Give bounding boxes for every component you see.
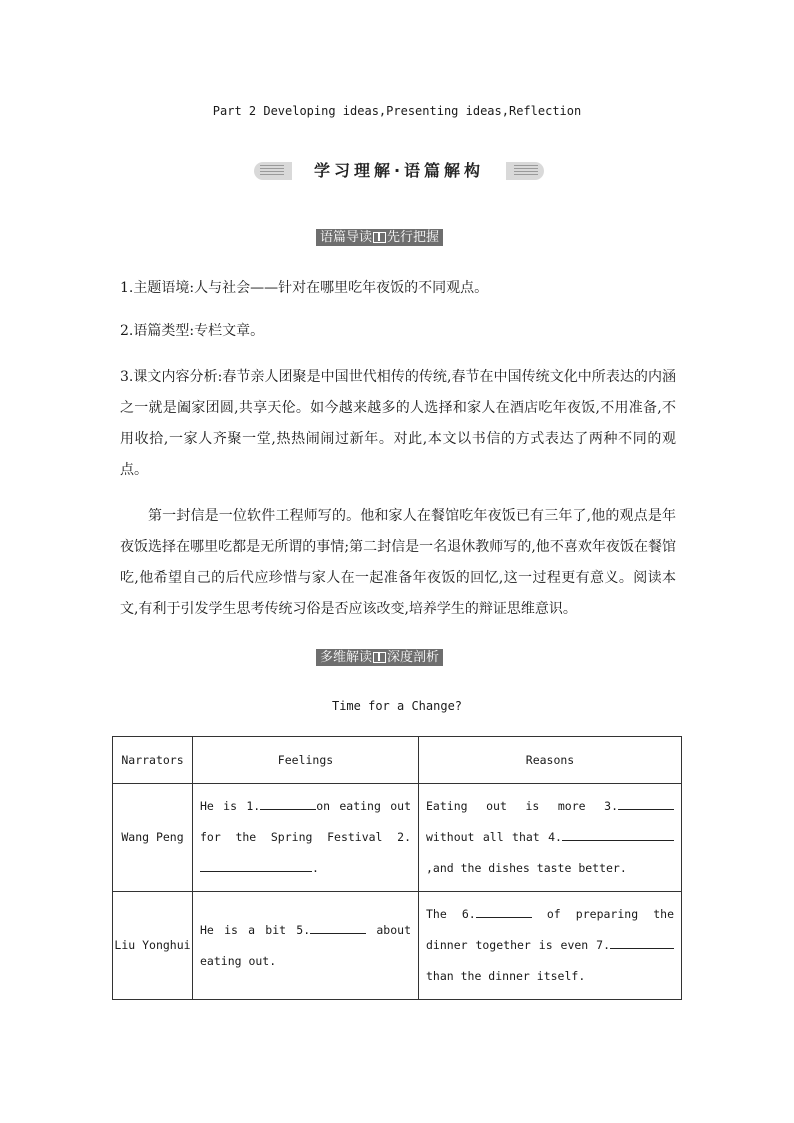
answer-blank-1[interactable]: [260, 797, 316, 810]
item-theme: 1.主题语境:人与社会——针对在哪里吃年夜饭的不同观点。: [120, 280, 489, 296]
narrator-cell: Liu Yonghui: [113, 892, 193, 1000]
feelings-cell: [193, 784, 419, 892]
narrator-cell: Wang Peng: [113, 784, 193, 892]
tag-right-text: 先行把握: [387, 230, 440, 245]
banner-stripes-right: [514, 165, 538, 177]
header-reasons: Reasons: [419, 737, 682, 784]
cell-text: .: [312, 861, 319, 875]
cell-text: He is 1.: [200, 799, 261, 813]
table-header-row: [113, 737, 682, 784]
tag-left-text: 多维解读: [320, 650, 373, 665]
item-analysis: 3.课文内容分析:春节亲人团聚是中国世代相传的传统,春节在中国传统文化中所表达的内涵之一就是阖家团圆,共享天伦。如今越来越多的人选择和家人在酒店吃年夜饭,不用准备,不用收拾,一家人齐聚一堂,热热闹闹过新年。对此,本文以书信的方式表达了两种不同的观点。: [120, 369, 676, 478]
cell-text: on eating out for the Spring Festival 2.: [200, 799, 411, 844]
cell-text: The 6.: [426, 907, 476, 921]
section-tag-deep-reading: [316, 649, 443, 666]
cell-text: than the dinner itself.: [426, 969, 586, 983]
part-title: Part 2 Developing ideas,Presenting ideas,Reflection: [212, 104, 582, 118]
cell-text: ,and the dishes taste better.: [426, 861, 627, 875]
table-row: [113, 892, 682, 1000]
tag-left-text: 语篇导读: [320, 230, 373, 245]
header-feelings: Feelings: [193, 737, 419, 784]
reasons-cell: [419, 892, 682, 1000]
item-paragraph: 第一封信是一位软件工程师写的。他和家人在餐馆吃年夜饭已有三年了,他的观点是年夜饭选择在哪里吃都是无所谓的事情;第二封信是一名退休教师写的,他不喜欢年夜饭在餐馆吃,他希望自己的后代应珍惜与家人在一起准备年夜饭的回忆,这一过程更有意义。阅读本文,有利于引发学生思考传统习俗是否应该改变,培养学生的辩证思维意识。: [120, 508, 676, 617]
item-genre: 2.语篇类型:专栏文章。: [120, 323, 265, 339]
answer-blank-6[interactable]: [476, 905, 532, 918]
reasons-cell: [419, 784, 682, 892]
answer-blank-3[interactable]: [618, 797, 674, 810]
cell-text: about eating out.: [200, 922, 412, 968]
section-banner: [254, 158, 544, 184]
answer-blank-2[interactable]: [200, 859, 312, 872]
banner-title: 学习理解·语篇解构: [292, 158, 506, 184]
cell-text: He is a bit 5.: [200, 922, 311, 937]
banner-stripes-left: [260, 165, 284, 177]
cell-text: Eating out is more 3.: [426, 799, 618, 813]
answer-blank-7[interactable]: [610, 936, 674, 949]
answer-blank-4[interactable]: [562, 828, 674, 841]
table-row: [113, 784, 682, 892]
answer-blank-5[interactable]: [310, 921, 366, 934]
tag-right-text: 深度剖析: [387, 650, 440, 665]
book-icon: [373, 652, 386, 663]
header-narrators: Narrators: [113, 737, 193, 784]
analysis-table: [112, 736, 682, 1000]
cell-text: without all that 4.: [426, 830, 562, 844]
table-title: Time for a Change?: [331, 699, 463, 713]
feelings-cell: [193, 892, 419, 1000]
cell-text: of preparing the dinner together is even 7.: [426, 907, 674, 952]
section-tag-reading-guide: [316, 229, 443, 246]
book-icon: [373, 232, 386, 243]
